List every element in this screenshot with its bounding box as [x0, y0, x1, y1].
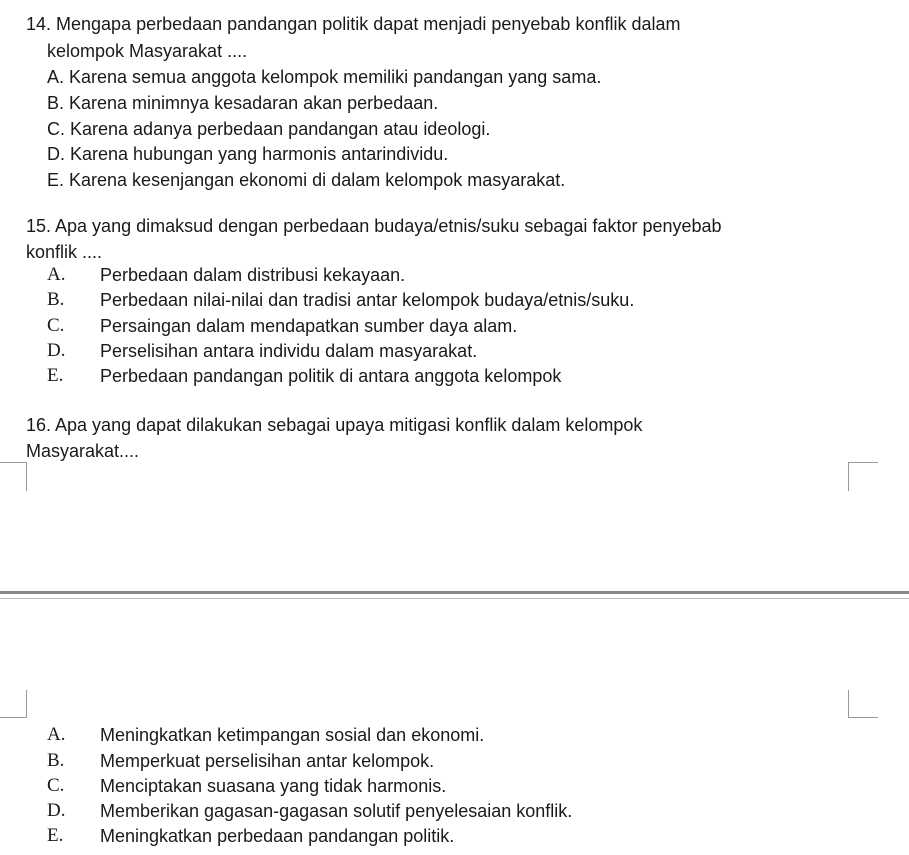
q15-option-d-letter: D. [47, 340, 66, 361]
q16-option-d-text: Memberikan gagasan-gagasan solutif penyelesaian konflik. [100, 801, 573, 821]
q14-option-a: A. Karena semua anggota kelompok memiliki pandangan yang sama. [47, 67, 602, 87]
q14-stem-line1: 14. Mengapa perbedaan pandangan politik dapat menjadi penyebab konflik dalam [26, 14, 681, 34]
q15-stem-line1: 15. Apa yang dimaksud dengan perbedaan budaya/etnis/suku sebagai faktor penyebab [26, 216, 722, 236]
q14-option-b: B. Karena minimnya kesadaran akan perbedaan. [47, 93, 439, 113]
q16-stem-line2: Masyarakat.... [26, 441, 140, 461]
q14-option-c: C. Karena adanya perbedaan pandangan atau ideologi. [47, 119, 491, 139]
q16-option-d-letter: D. [47, 800, 66, 821]
q16-option-c-letter: C. [47, 775, 65, 796]
crop-mark-bottom-left-v [26, 690, 27, 718]
q15-option-b-text: Perbedaan nilai-nilai dan tradisi antar kelompok budaya/etnis/suku. [100, 290, 635, 310]
q14-option-e: E. Karena kesenjangan ekonomi di dalam kelompok masyarakat. [47, 170, 566, 190]
q15-option-b-letter: B. [47, 289, 65, 310]
crop-mark-top-left-v [26, 462, 27, 491]
q15-option-e-letter: E. [47, 365, 64, 386]
page-break-separator-shadow [0, 598, 909, 599]
q14-option-d: D. Karena hubungan yang harmonis antarindividu. [47, 144, 449, 164]
q15-option-e-text: Perbedaan pandangan politik di antara anggota kelompok [100, 366, 562, 386]
q15-option-c-text: Persaingan dalam mendapatkan sumber daya alam. [100, 316, 518, 336]
page-break-separator [0, 591, 909, 594]
crop-mark-top-right-v [848, 462, 849, 491]
q15-option-a-letter: A. [47, 264, 66, 285]
q14-stem-line2: kelompok Masyarakat .... [47, 41, 248, 61]
q15-option-c-letter: C. [47, 315, 65, 336]
crop-mark-bottom-right-h [848, 717, 878, 718]
crop-mark-bottom-right-v [848, 690, 849, 718]
q16-option-e-letter: E. [47, 825, 64, 846]
q16-option-b-letter: B. [47, 750, 65, 771]
crop-mark-bottom-left-h [0, 717, 27, 718]
q15-stem-line2: konflik .... [26, 242, 103, 262]
crop-mark-top-left-h [0, 462, 26, 463]
q16-stem-line1: 16. Apa yang dapat dilakukan sebagai upaya mitigasi konflik dalam kelompok [26, 415, 643, 435]
q16-option-a-letter: A. [47, 724, 66, 745]
q16-option-c-text: Menciptakan suasana yang tidak harmonis. [100, 776, 447, 796]
q16-option-a-text: Meningkatkan ketimpangan sosial dan ekonomi. [100, 725, 485, 745]
crop-mark-top-right-h [848, 462, 878, 463]
q16-option-b-text: Memperkuat perselisihan antar kelompok. [100, 751, 435, 771]
q16-option-e-text: Meningkatkan perbedaan pandangan politik. [100, 826, 455, 846]
q15-option-a-text: Perbedaan dalam distribusi kekayaan. [100, 265, 406, 285]
q15-option-d-text: Perselisihan antara individu dalam masyarakat. [100, 341, 478, 361]
